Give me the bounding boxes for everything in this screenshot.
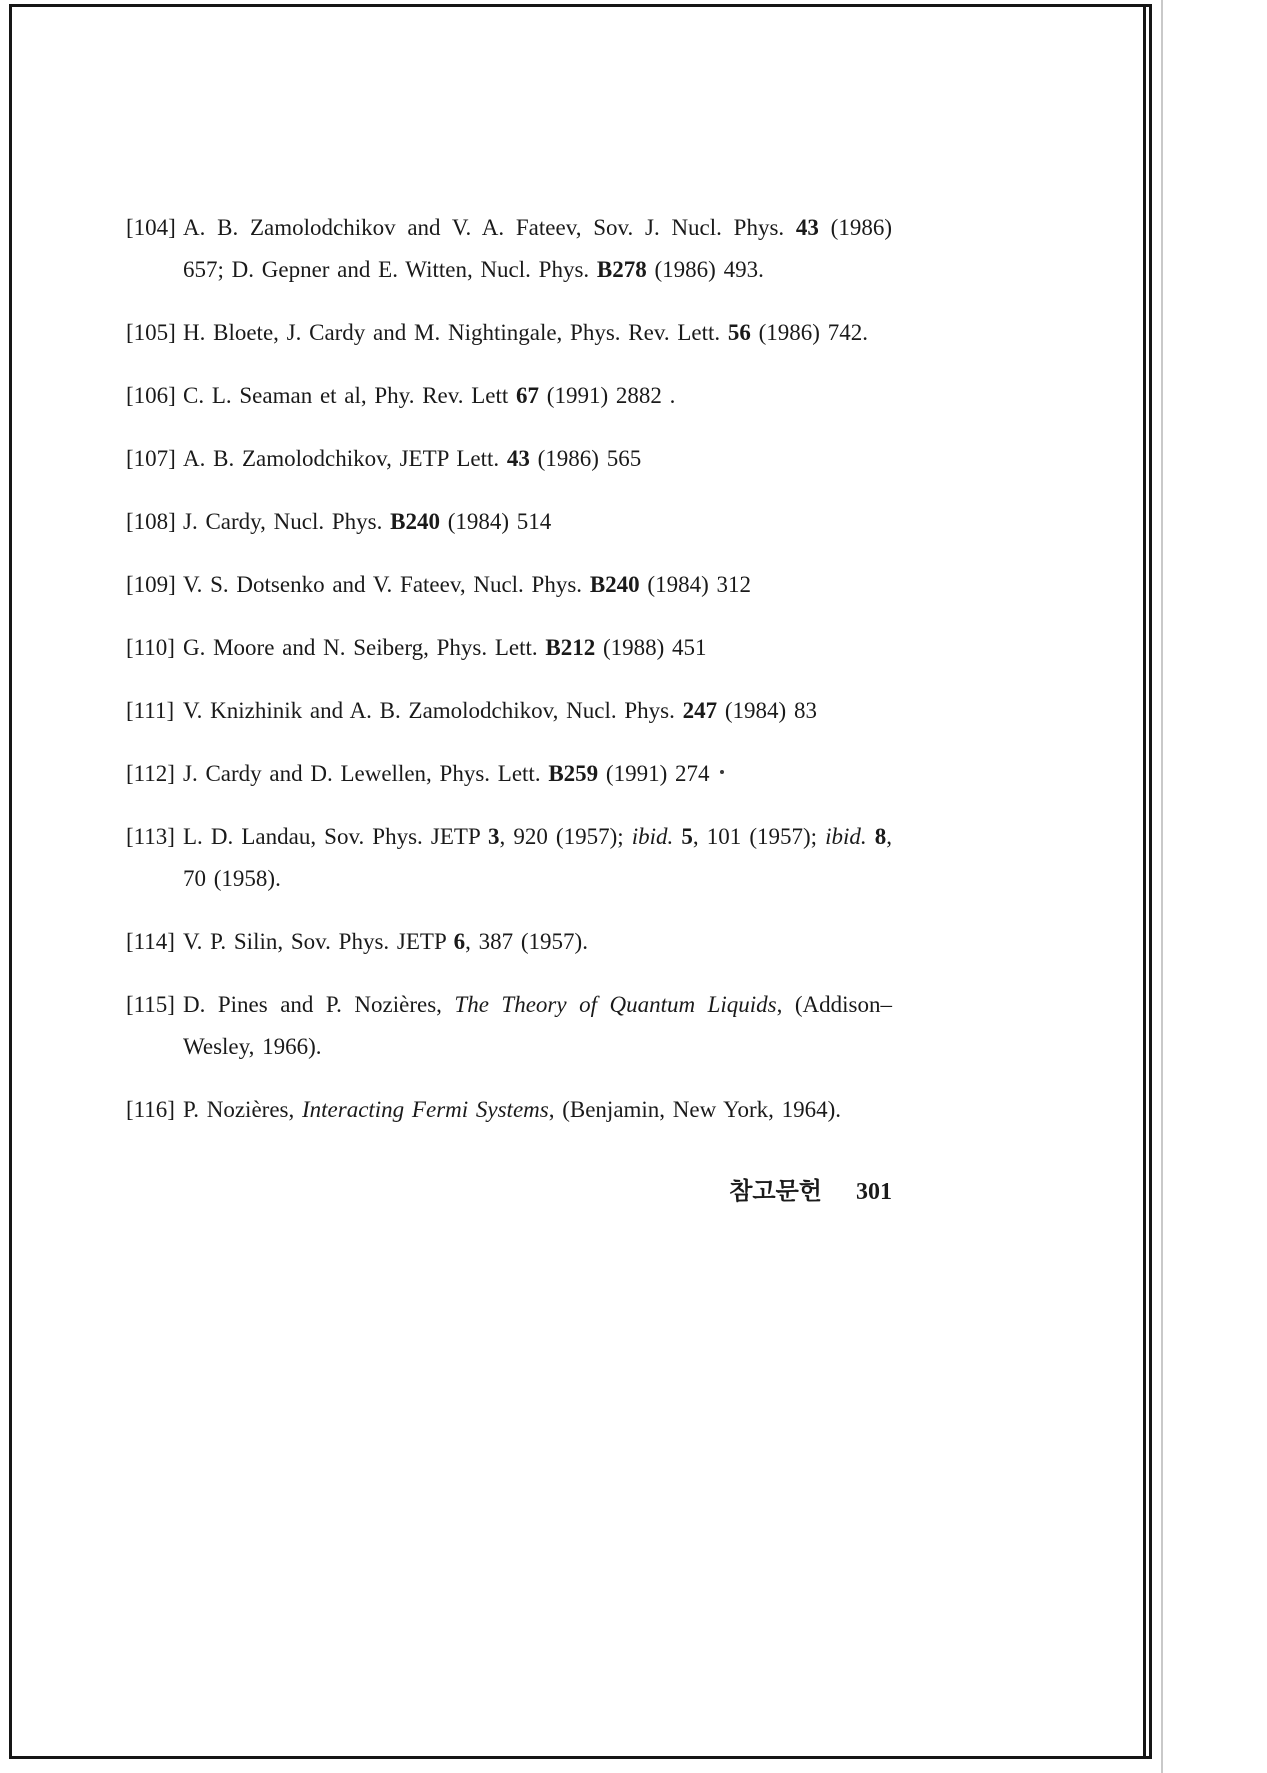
reference-text-segment: (1991) 274 xyxy=(598,761,710,786)
reference-text-segment: 56 xyxy=(727,320,751,345)
page-footer xyxy=(126,1177,892,1207)
footer-section-label: 참고문헌 xyxy=(729,1179,822,1205)
reference-item xyxy=(126,438,892,480)
scan-speck-artifact xyxy=(720,770,724,774)
reference-item xyxy=(126,1089,892,1131)
reference-text-segment: B240 xyxy=(390,509,440,534)
reference-text-segment: , (Benjamin, New York, 1964). xyxy=(548,1097,842,1122)
reference-id: [112] xyxy=(126,761,175,786)
reference-id: [104] xyxy=(126,215,176,240)
reference-text-segment: ibid. xyxy=(825,824,867,849)
reference-text-segment: The Theory of Quantum Liquids xyxy=(454,992,777,1017)
reference-text-segment: , 387 (1957). xyxy=(465,929,588,954)
reference-id: [110] xyxy=(126,635,175,660)
reference-text-segment: (1986) 742. xyxy=(750,320,868,345)
reference-item xyxy=(126,984,892,1068)
reference-text-segment: C. L. Seaman et al, Phy. Rev. Lett xyxy=(183,383,517,408)
reference-text-segment: A. B. Zamolodchikov and V. A. Fateev, Sov. J. Nucl. Phys. xyxy=(183,215,796,240)
page-content xyxy=(126,207,892,1207)
reference-id: [108] xyxy=(126,509,176,534)
reference-text-segment: V. P. Silin, Sov. Phys. JETP xyxy=(183,929,454,954)
page-edge-shadow xyxy=(1161,0,1163,1773)
reference-item xyxy=(126,501,892,543)
reference-id: [107] xyxy=(126,446,176,471)
reference-text-segment: D. Pines and P. Nozières, xyxy=(183,992,455,1017)
reference-id: [111] xyxy=(126,698,175,723)
reference-text-segment: 8 xyxy=(874,824,887,849)
reference-text-segment: (1984) 514 xyxy=(439,509,552,534)
reference-item xyxy=(126,375,892,417)
reference-text-segment: (1988) 451 xyxy=(595,635,707,660)
reference-id: [106] xyxy=(126,383,176,408)
references-list xyxy=(126,207,892,1131)
reference-text-segment: 6 xyxy=(453,929,466,954)
reference-text-segment: 3 xyxy=(487,824,500,849)
reference-text-segment: J. Cardy, Nucl. Phys. xyxy=(183,509,391,534)
reference-item xyxy=(126,207,892,291)
reference-text-segment: ibid. xyxy=(631,824,674,849)
reference-text-segment: 247 xyxy=(682,698,718,723)
reference-item xyxy=(126,921,892,963)
reference-text-segment: B259 xyxy=(548,761,599,786)
reference-item xyxy=(126,690,892,732)
reference-text-segment: , 70 (1958). xyxy=(183,824,893,891)
reference-text-segment: V. Knizhinik and A. B. Zamolodchikov, Nucl. Phys. xyxy=(183,698,683,723)
reference-id: [115] xyxy=(126,992,175,1017)
reference-id: [105] xyxy=(126,320,176,345)
reference-text-segment: B240 xyxy=(589,572,640,597)
reference-text-segment: A. B. Zamolodchikov, JETP Lett. xyxy=(183,446,507,471)
reference-text-segment: H. Bloete, J. Cardy and M. Nightingale, Phys. Rev. Lett. xyxy=(183,320,728,345)
reference-text-segment: B212 xyxy=(545,635,596,660)
reference-text-segment: 67 xyxy=(516,383,540,408)
reference-text-segment: 5 xyxy=(681,824,693,849)
reference-text-segment: J. Cardy and D. Lewellen, Phys. Lett. xyxy=(183,761,549,786)
reference-text-segment: L. D. Landau, Sov. Phys. JETP xyxy=(183,824,488,849)
reference-item xyxy=(126,312,892,354)
reference-text-segment: (1986) 493. xyxy=(646,257,764,282)
reference-text-segment: (1986) 565 xyxy=(529,446,642,471)
scanned-page-frame xyxy=(9,4,1152,1759)
reference-text-segment: B278 xyxy=(596,257,647,282)
reference-text-segment: V. S. Dotsenko and V. Fateev, Nucl. Phys. xyxy=(183,572,590,597)
reference-text-segment: Interacting Fermi Systems xyxy=(301,1097,549,1122)
reference-id: [116] xyxy=(126,1097,175,1122)
reference-text-segment xyxy=(867,824,875,849)
reference-item xyxy=(126,564,892,606)
reference-text-segment: , 101 (1957); xyxy=(692,824,826,849)
reference-item xyxy=(126,627,892,669)
reference-text-segment: (1984) 83 xyxy=(717,698,817,723)
reference-text-segment: 43 xyxy=(795,215,819,240)
reference-id: [113] xyxy=(126,824,175,849)
reference-text-segment: (1984) 312 xyxy=(639,572,751,597)
reference-id: [109] xyxy=(126,572,176,597)
reference-item xyxy=(126,816,892,900)
reference-text-segment: , 920 (1957); xyxy=(499,824,632,849)
reference-text-segment: G. Moore and N. Seiberg, Phys. Lett. xyxy=(183,635,546,660)
reference-text-segment: 43 xyxy=(506,446,530,471)
page-number: 301 xyxy=(856,1179,892,1205)
reference-id: [114] xyxy=(126,929,175,954)
reference-text-segment: (1991) 2882 . xyxy=(539,383,676,408)
reference-item xyxy=(126,753,892,795)
reference-text-segment: P. Nozières, xyxy=(183,1097,302,1122)
reference-text-segment: (1986) 657; D. Gepner and E. Witten, Nucl. Phys. xyxy=(183,215,892,282)
reference-text-segment: , (Addison–Wesley, 1966). xyxy=(183,992,892,1059)
